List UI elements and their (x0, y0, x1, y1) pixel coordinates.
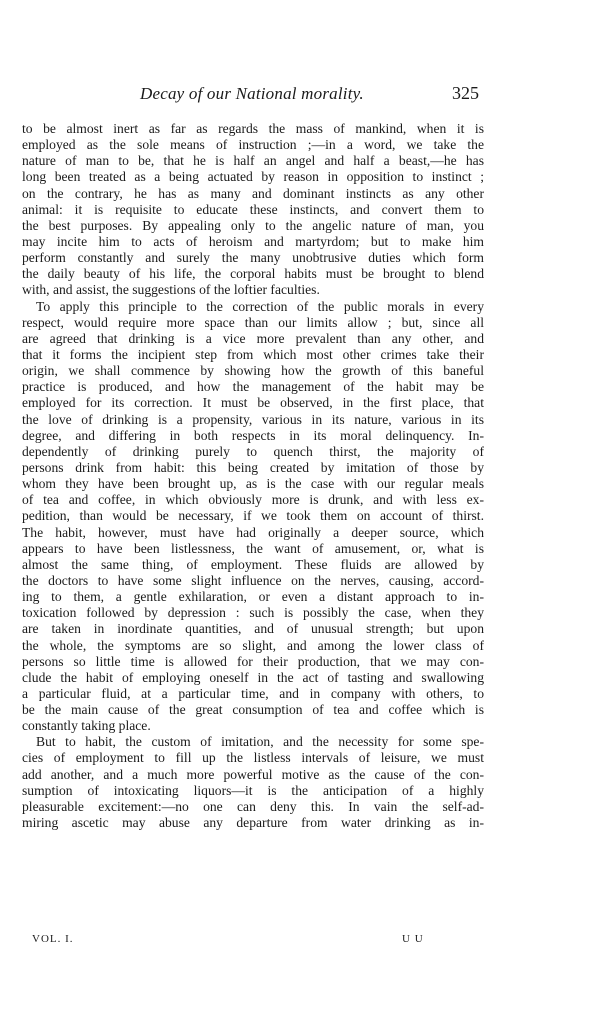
text-line: respect, would require more space than our limits allow ; but, since all (22, 314, 484, 330)
text-line: employed as the sole means of instruction ;—in a word, we take the (22, 137, 484, 153)
text-line: toxication followed by depression : such is possibly the case, when they (22, 605, 484, 621)
text-line: employed for its correction. It must be observed, in the first place, that (22, 395, 484, 411)
text-line: the whole, the symptoms are so slight, and among the lower class of (22, 637, 484, 653)
text-line: practice is produced, and how the management of the habit may be (22, 379, 484, 395)
text-line: pedition, than would be necessary, if we took them on account of thirst. (22, 508, 484, 524)
text-line: constantly taking place. (22, 718, 151, 734)
text-line: origin, we shall commence by showing how the growth of this baneful (22, 363, 484, 379)
text-line: are taken in inordinate quantities, and of unusual strength; but upon (22, 621, 484, 637)
page-header (0, 84, 589, 108)
text-line: with, and assist, the suggestions of the loftier faculties. (22, 282, 320, 298)
text-line: But to habit, the custom of imitation, and the necessity for some spe- (36, 734, 484, 750)
page-footer (0, 933, 589, 949)
text-line: whom they have been brought up, as is the case with our regular meals (22, 476, 484, 492)
text-line: appears to have been listlessness, the want of amusement, or, what is (22, 540, 484, 556)
text-line: miring ascetic may abuse any departure from water drinking as in- (22, 815, 484, 831)
signature-mark: U U (402, 933, 424, 945)
text-line: on the contrary, he has as many and dominant instincts as any other (22, 185, 484, 201)
text-line: The habit, however, must have had originally a deeper source, which (22, 524, 484, 540)
text-line: cies of employment to fill up the listless intervals of leisure, we must (22, 750, 484, 766)
text-line: animal: it is requisite to educate these instincts, and convert them to (22, 201, 484, 217)
text-line: the best purposes. By appealing only to the angelic nature of man, you (22, 217, 484, 233)
text-line: nature of man to be, that he is half an angel and half a beast,—he has (22, 153, 484, 169)
text-line: dependently of drinking purely to quench thirst, the majority of (22, 443, 484, 459)
body-text (22, 121, 484, 831)
text-line: perform constantly and surely the many unobtrusive duties which form (22, 250, 484, 266)
text-line: may incite him to acts of heroism and martyrdom; but to make him (22, 233, 484, 249)
text-line: the daily beauty of his life, the corporal habits must be brought to blend (22, 266, 484, 282)
text-line: the doctors to have some slight influence on the nerves, causing, accord- (22, 572, 484, 588)
text-line: add another, and a much more powerful motive as the cause of the con- (22, 766, 484, 782)
text-line: be the main cause of the great consumption of tea and coffee which is (22, 702, 484, 718)
text-line: To apply this principle to the correction of the public morals in every (36, 298, 484, 314)
text-line: pleasurable excitement:—no one can deny this. In vain the self-ad- (22, 798, 484, 814)
text-line: that it forms the incipient step from which most other crimes take their (22, 346, 484, 362)
text-line: of tea and coffee, in which obviously more is drunk, and with less ex- (22, 492, 484, 508)
text-line: sumption of intoxicating liquors—it is the anticipation of a highly (22, 782, 484, 798)
text-line: almost the same thing, of employment. These fluids are allowed by (22, 556, 484, 572)
text-line: persons so little time is allowed for their production, that we may con- (22, 653, 484, 669)
text-line: ing to them, a gentle exhilaration, or even a distant approach to in- (22, 589, 484, 605)
text-line: the love of drinking is a propensity, various in its nature, various in its (22, 411, 484, 427)
text-line: to be almost inert as far as regards the mass of mankind, when it is (22, 121, 484, 136)
text-line: persons drink from habit: this being created by imitation of those by (22, 459, 484, 475)
text-line: clude the habit of employing oneself in the act of tasting and swallowing (22, 669, 484, 685)
text-line: a particular fluid, at a particular time, and in company with others, to (22, 685, 484, 701)
running-title: Decay of our National morality. (140, 84, 364, 103)
page-number: 325 (452, 83, 479, 103)
volume-mark: VOL. I. (32, 933, 74, 945)
text-line: are agreed that drinking is a vice more prevalent than any other, and (22, 330, 484, 346)
text-line: long been treated as a being actuated by reason in opposition to instinct ; (22, 169, 484, 185)
text-line: degree, and differing in both respects in its moral delinquency. In- (22, 427, 484, 443)
